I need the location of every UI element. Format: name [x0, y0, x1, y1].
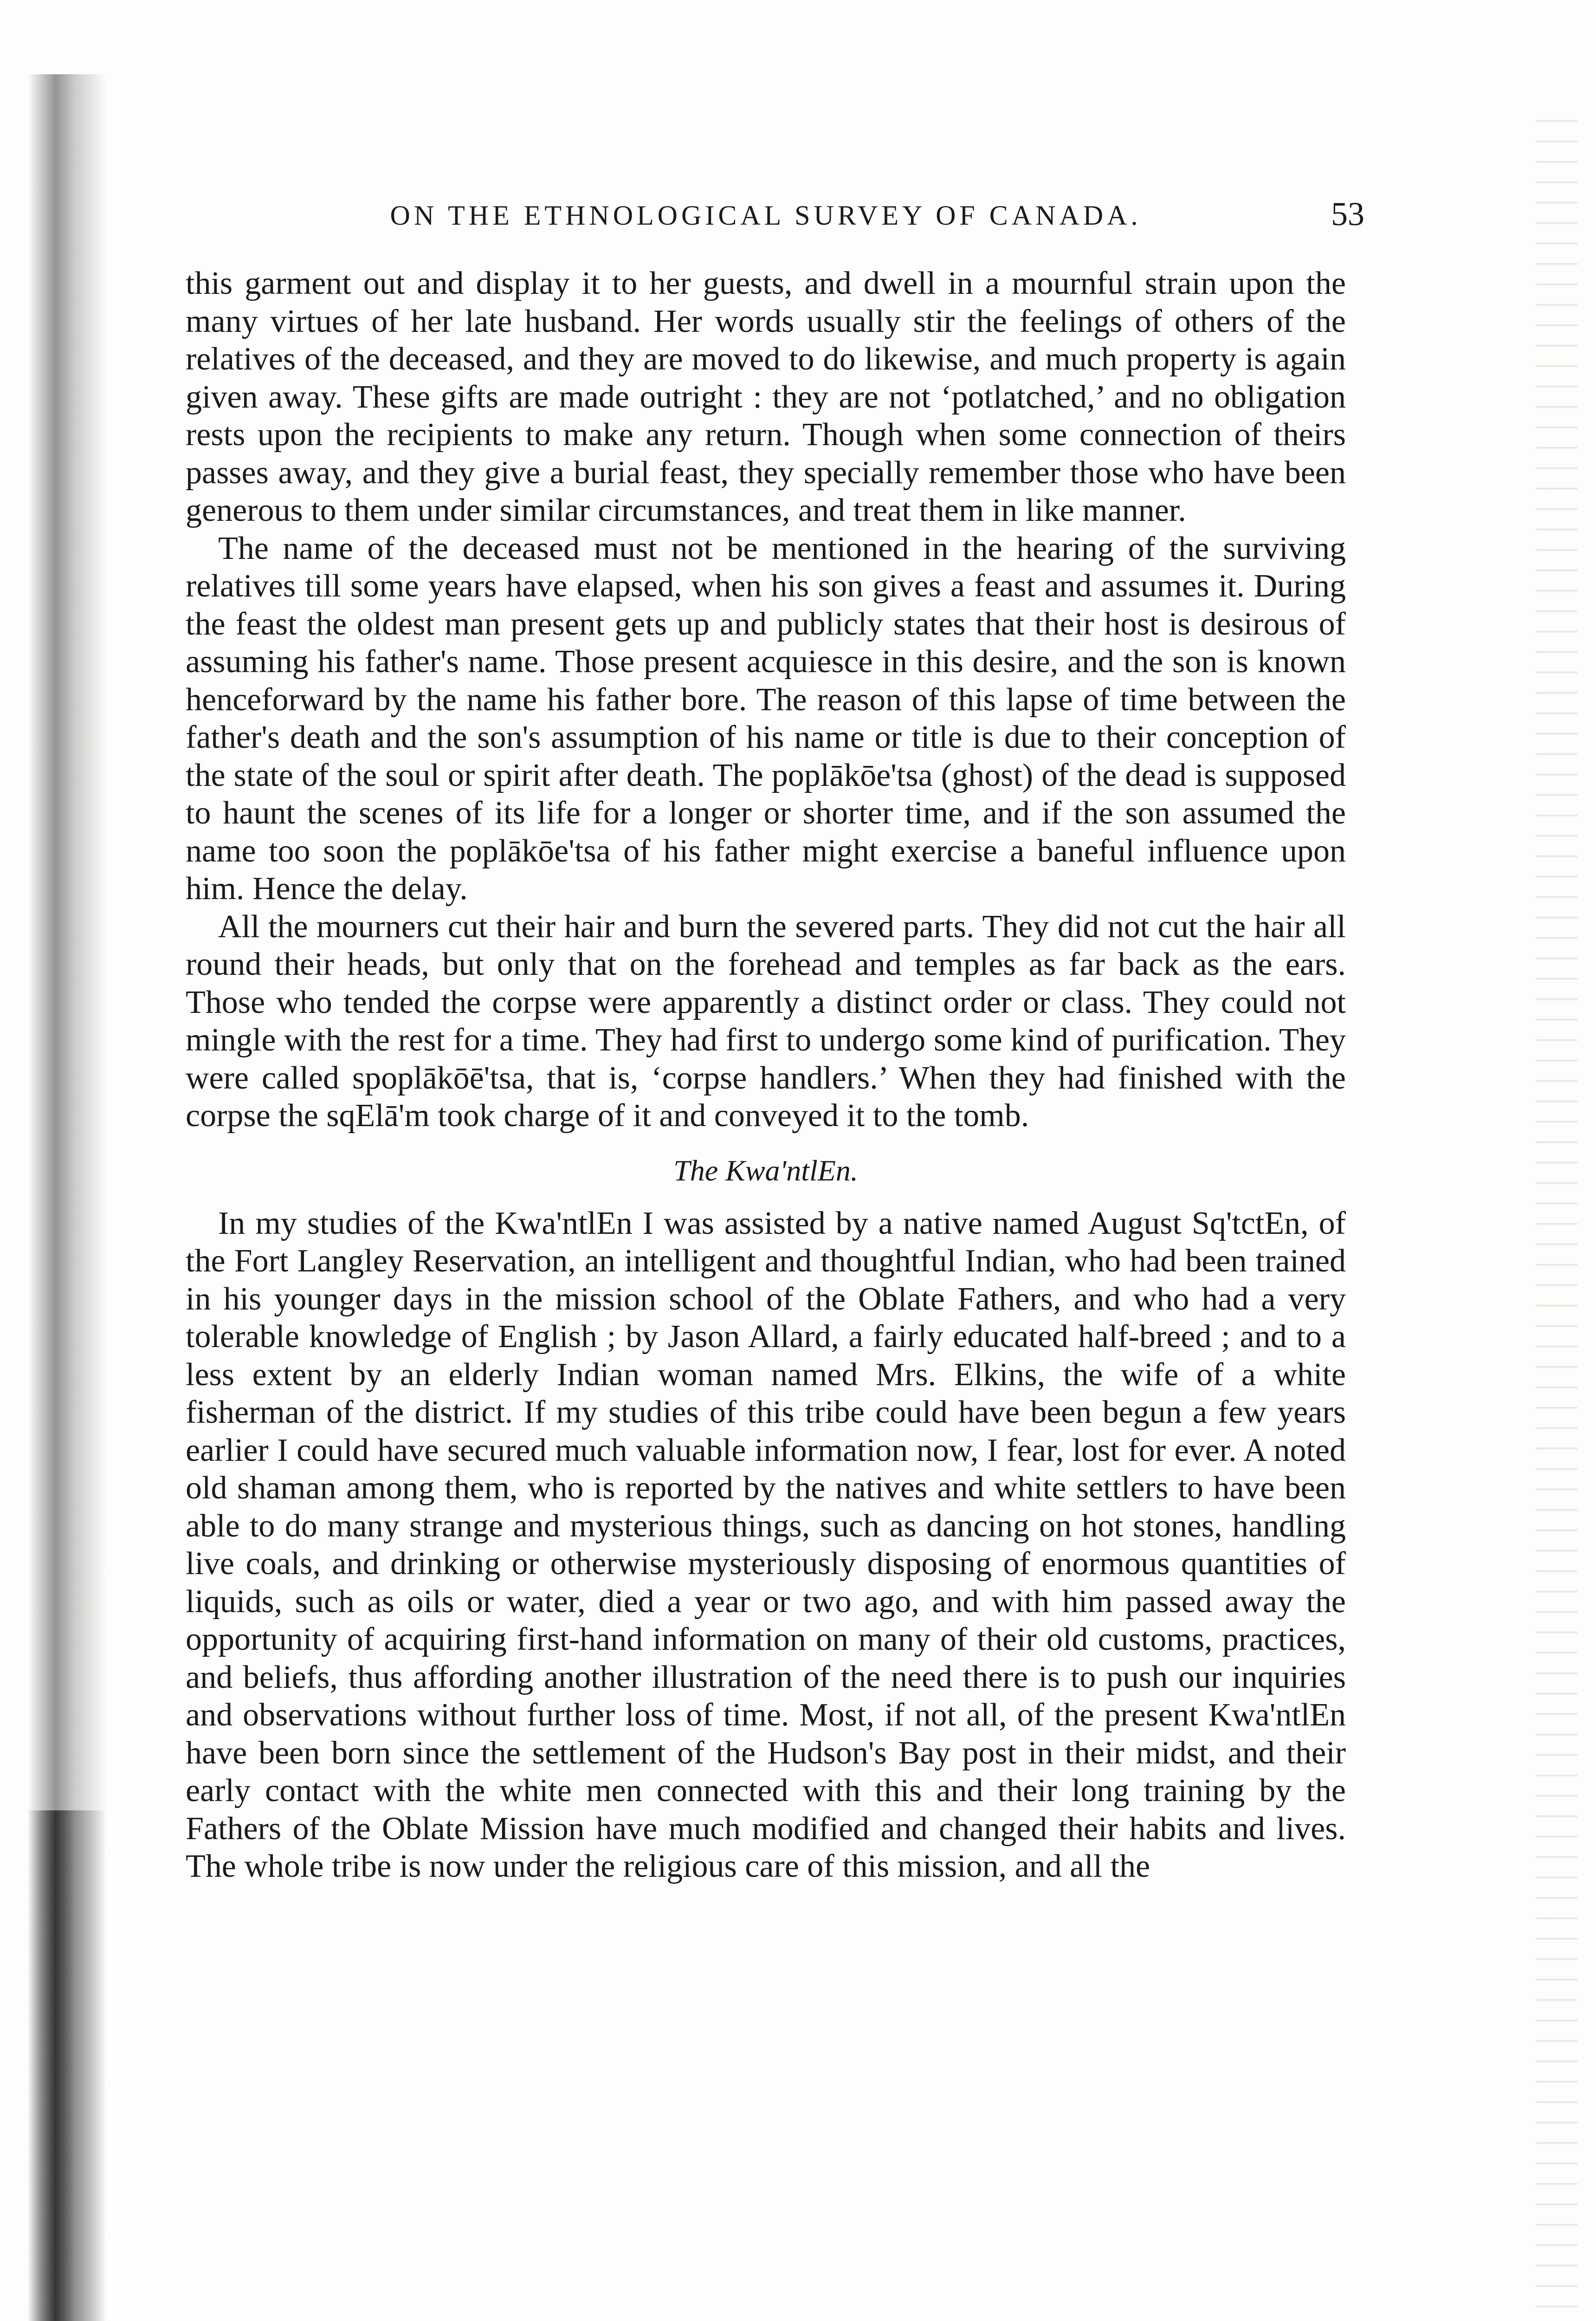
- binding-shadow-lower: [28, 1810, 107, 2321]
- running-head: [186, 195, 1364, 246]
- page-number: 53: [1331, 195, 1364, 233]
- section-paragraph: In my studies of the Kwa'ntlEn I was assisted by a native named August Sq'tctEn, of the Fort Langley Reservation, an intelligent and thoughtful Indian, who had been trained in his younger days in the mission school of the Oblate Fathers, and who had a very tolerable knowledge of English ; by Jason Allard, a fairly educated half-breed ; and to a less extent by an elderly Indian woman named Mrs. Elkins, the wife of a white fisherman of the district. If my studies of this tribe could have been begun a few years earlier I could have secured much valuable information now, I fear, lost for ever. A noted old shaman among them, who is reported by the natives and white settlers to have been able to do many strange and mysterious things, such as dancing on hot stones, handling live coals, and drinking or otherwise mysteriously disposing of enormous quantities of liquids, such as oils or water, died a year or two ago, and with him passed away the opportunity of acquiring first-hand information on many of their old customs, practices, and beliefs, thus affording another illustration of the need there is to push our inquiries and observations without further loss of time. Most, if not all, of the present Kwa'ntlEn have been born since the settlement of the Hudson's Bay post in their midst, and their early contact with the white men connected with this and their long training by the Fathers of the Oblate Mission have much modified and changed their habits and lives. The whole tribe is now under the religious care of this mission, and all the: [186, 1205, 1346, 1884]
- page-content: [186, 195, 1364, 1886]
- section-heading: The Kwa'ntlEn.: [673, 1154, 858, 1187]
- paragraph-1: this garment out and display it to her guests, and dwell in a mournful strain upon the many virtues of her late husband. Her words usually stir the feelings of others of the relatives of the deceased, and they are moved to do likewise, and much property is again given away. These gifts are made outright : they are not ‘potlatched,’ and no obligation rests upon the recipients to make any return. Though when some connection of theirs passes away, and they give a burial feast, they specially remember those who have been generous to them under similar circumstances, and treat them in like manner.: [186, 266, 1346, 528]
- paragraph-2: The name of the deceased must not be mentioned in the hearing of the surviving relatives till some years have elapsed, when his son gives a feast and assumes it. During the feast the oldest man present gets up and publicly states that their host is desirous of assuming his father's name. Those present acquiesce in this desire, and the son is known henceforward by the name his father bore. The reason of this lapse of time between the father's death and the son's assumption of his name or title is due to their conception of the state of the soul or spirit after death. The poplākōe'tsa (ghost) of the dead is supposed to haunt the scenes of its life for a longer or shorter time, and if the son assumed the name too soon the poplākōe'tsa of his father might exercise a baneful influence upon him. Hence the delay.: [186, 530, 1346, 907]
- edge-speckle: [1536, 102, 1577, 2321]
- paragraph-3: All the mourners cut their hair and burn the severed parts. They did not cut the hair all round their heads, but only that on the forehead and temples as far back as the ears. Those who tended the corpse were apparently a distinct order or class. They could not mingle with the rest for a time. They had first to undergo some kind of purification. They were called spoplākōē'tsa, that is, ‘corpse handlers.’ When they had finished with the corpse the sqElā'm took charge of it and conveyed it to the tomb.: [186, 908, 1346, 1134]
- running-title: ON THE ETHNOLOGICAL SURVEY OF CANADA.: [390, 200, 1142, 231]
